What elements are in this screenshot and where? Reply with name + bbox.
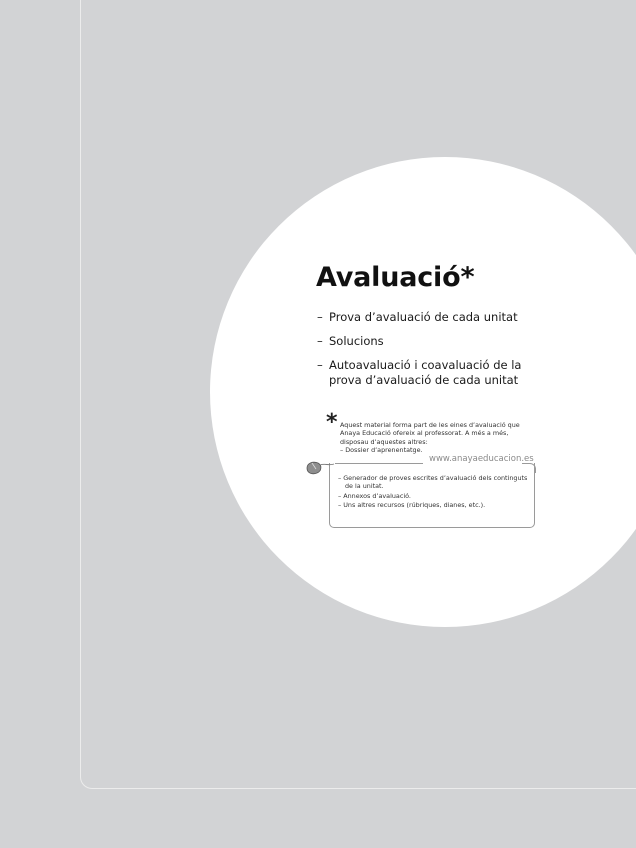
box-top-border (335, 463, 423, 464)
list-item-text: Prova d’avaluació de cada unitat (329, 310, 518, 324)
website-link[interactable]: www.anayaeducacion.es (429, 454, 534, 464)
list-item-text: Autoavaluació i coavaluació de la prova d’avaluació de cada unitat (329, 358, 522, 387)
resource-item: – Annexos d’avaluació. (338, 491, 411, 500)
resource-item: – Uns altres recursos (rúbriques, dianes, etc.). (338, 500, 486, 509)
resource-item: – Generador de proves escrites d’avaluació dels continguts de la unitat. (338, 474, 528, 491)
resources-list (338, 474, 533, 510)
list-item (317, 310, 557, 325)
list-item-text: Solucions (329, 334, 384, 348)
list-dash: – (317, 358, 323, 372)
box-corner-border (522, 463, 536, 473)
list-item (317, 334, 557, 349)
footnote-line: disposau d’aquestes altres: (340, 437, 428, 446)
evaluation-list (317, 310, 557, 397)
footnote-line: Aquest material forma part de les eines d’avaluació que (340, 421, 520, 429)
mouse-icon (305, 457, 335, 477)
asterisk-icon: * (326, 410, 338, 435)
list-dash: – (317, 334, 323, 348)
footnote-line: – Dossier d’aprenentatge. (340, 446, 423, 455)
footnote (340, 421, 535, 455)
list-dash: – (317, 310, 323, 324)
list-item (317, 358, 557, 388)
footnote-line: Anaya Educació ofereix al professorat. A més a més, (340, 429, 509, 438)
page-title: Avaluació* (316, 262, 475, 293)
